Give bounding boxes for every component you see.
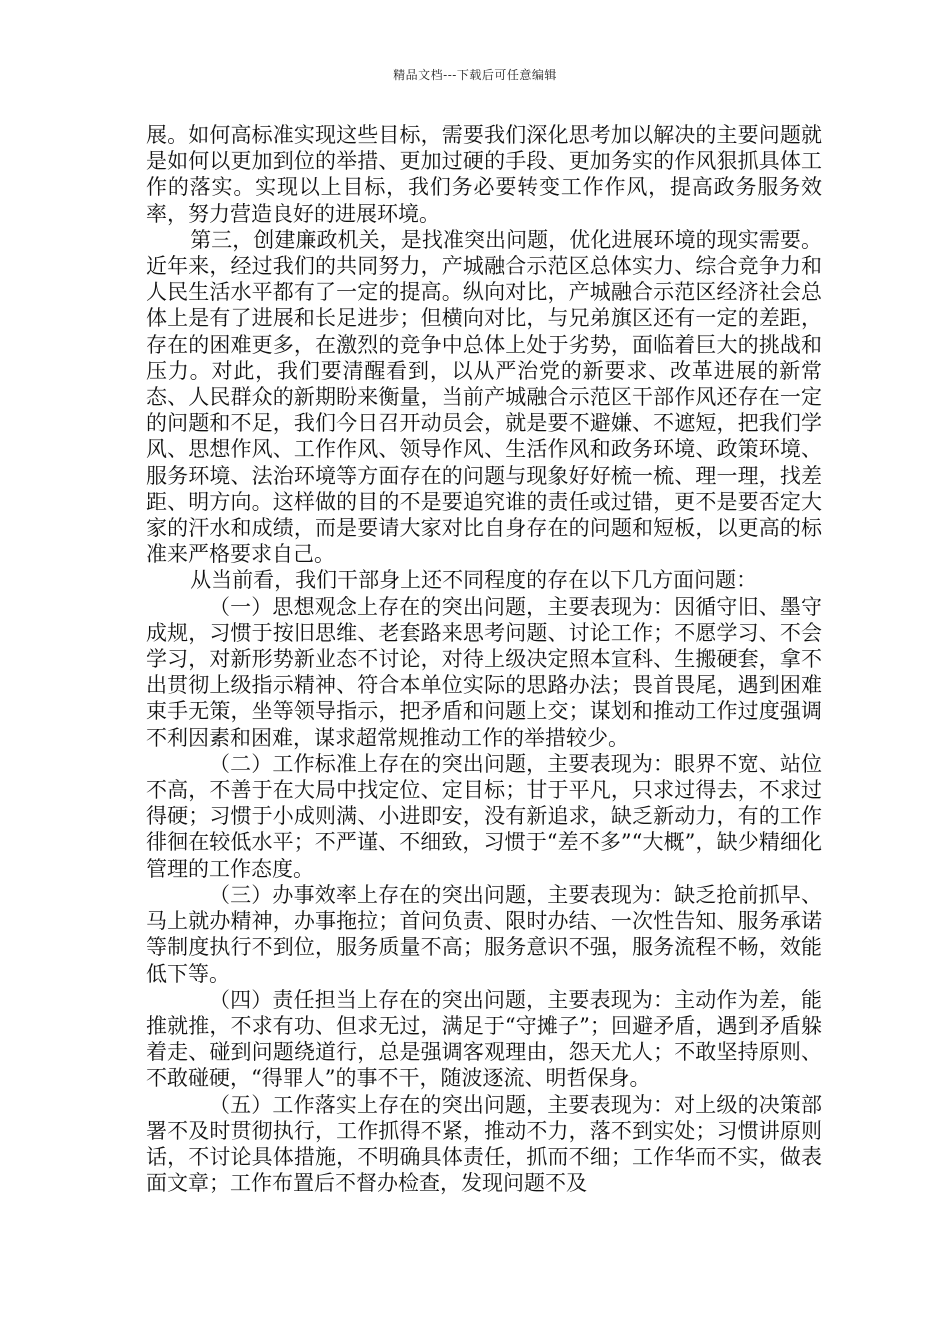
paragraph-problems-intro: 从当前看，我们干部身上还不同程度的存在以下几方面问题： xyxy=(190,568,758,593)
paragraph-problem-2: （二）工作标准上存在的突出问题，主要表现为：眼界不宽、站位不高，不善于在大局中找定位、定目标；甘于平凡，只求过得去，不求过得硬；习惯于小成则满、小进即安，没有新追求，缺乏新动力，有的工作徘徊在较低水平；不严谨、不细致，习惯于“差不多”“大概”，缺少精细化管理的工作态度。 xyxy=(146,751,822,881)
page-header: 精品文档---下载后可任意编辑 xyxy=(393,68,557,82)
paragraph-continuation: 展。如何高标准实现这些目标，需要我们深化思考加以解决的主要问题就是如何以更加到位的举措、更加过硬的手段、更加务实的作风狠抓具体工作的落实。实现以上目标，我们务必要转变工作作风，提高政务服务效率，努力营造良好的进展环境。 xyxy=(146,123,822,226)
paragraph-problem-5: （五）工作落实上存在的突出问题，主要表现为：对上级的决策部署不及时贯彻执行，工作抓得不紧，推动不力，落不到实处；习惯讲原则话，不讨论具体措施，不明确具体责任，抓而不细；工作华而不实，做表面文章；工作布置后不督办检查，发现问题不及 xyxy=(146,1092,822,1196)
paragraph-third-point: 第三，创建廉政机关，是找准突出问题，优化进展环境的现实需要。近年来，经过我们的共同努力，产城融合示范区总体实力、综合竞争力和人民生活水平都有了一定的提高。纵向对比，产城融合示范区经济社会总体上是有了进展和长足进步；但横向对比，与兄弟旗区还有一定的差距，存在的困难更多，在激烈的竞争中总体上处于劣势，面临着巨大的挑战和压力。对此，我们要清醒看到，以从严治党的新要求、改革进展的新常态、人民群众的新期盼来衡量，当前产城融合示范区干部作风还存在一定的问题和不足，我们今日召开动员会，就是要不避嫌、不遮短，把我们学风、思想作风、工作作风、领导作风、生活作风和政务环境、政策环境、服务环境、法治环境等方面存在的问题与现象好好梳一梳、理一理，找差距、明方向。这样做的目的不是要追究谁的责任或过错，更不是要否定大家的汗水和成绩，而是要请大家对比自身存在的问题和短板，以更高的标准来严格要求自己。 xyxy=(146,227,822,567)
document-body xyxy=(146,122,822,1196)
paragraph-problem-3: （三）办事效率上存在的突出问题，主要表现为：缺乏抢前抓早、马上就办精神，办事拖拉；首问负责、限时办结、一次性告知、服务承诺等制度执行不到位，服务质量不高；服务意识不强，服务流程不畅，效能低下等。 xyxy=(146,882,822,986)
paragraph-problem-1: （一）思想观念上存在的突出问题，主要表现为：因循守旧、墨守成规，习惯于按旧思维、老套路来思考问题、讨论工作；不愿学习、不会学习，对新形势新业态不讨论，对待上级决定照本宣科、生搬硬套，拿不出贯彻上级指示精神、符合本单位实际的思路办法；畏首畏尾，遇到困难束手无策，坐等领导指示，把矛盾和问题上交；谋划和推动工作过度强调不利因素和困难，谋求超常规推动工作的举措较少。 xyxy=(146,594,822,750)
paragraph-problem-4: （四）责任担当上存在的突出问题，主要表现为：主动作为差，能推就推，不求有功、但求无过，满足于“守摊子”；回避矛盾，遇到矛盾躲着走、碰到问题绕道行，总是强调客观理由，怨天尤人；不敢坚持原则、不敢碰硬，“得罪人”的事不干，随波逐流、明哲保身。 xyxy=(146,987,822,1091)
